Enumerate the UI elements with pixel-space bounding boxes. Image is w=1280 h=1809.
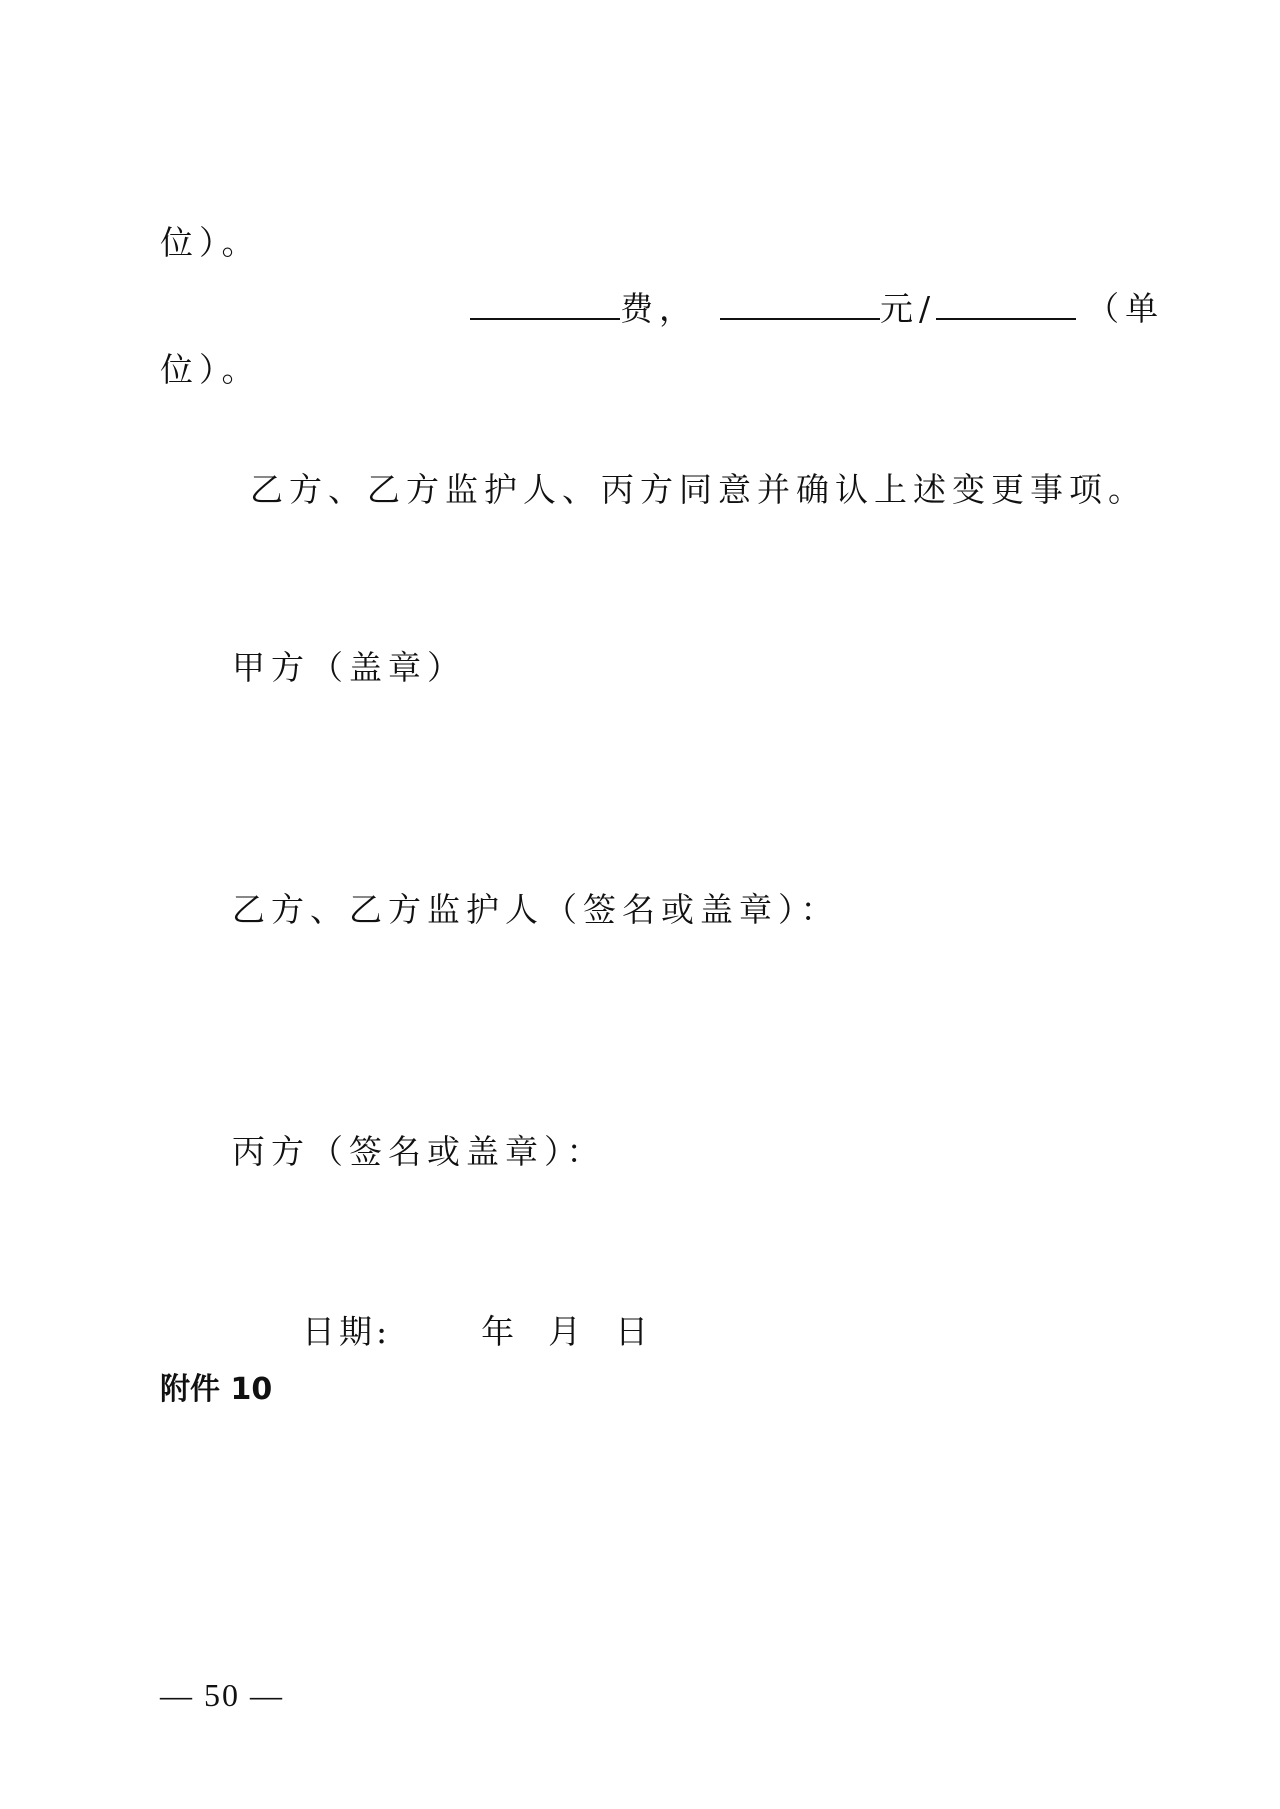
date-year: 年 bbox=[481, 1312, 521, 1351]
fee-label: 费， bbox=[620, 289, 698, 328]
party-a-seal: 甲方（盖章） bbox=[232, 648, 466, 687]
agreement-statement: 乙方、乙方监护人、丙方同意并确认上述变更事项。 bbox=[250, 470, 1147, 509]
fee-name-blank[interactable] bbox=[470, 288, 620, 320]
date-day: 日 bbox=[615, 1312, 655, 1351]
page-number: — 50 — bbox=[160, 1677, 284, 1713]
party-b-signature: 乙方、乙方监护人（签名或盖章）： bbox=[232, 890, 840, 929]
unit-label: （单 bbox=[1086, 289, 1165, 328]
party-c-signature: 丙方（签名或盖章）： bbox=[232, 1132, 606, 1171]
fee-line bbox=[470, 288, 1164, 329]
continuation-line-1: 位）。 bbox=[160, 223, 261, 262]
date-month: 月 bbox=[548, 1312, 588, 1351]
yuan-label: 元/ bbox=[880, 289, 937, 328]
date-line bbox=[302, 1312, 654, 1352]
attachment-heading: 附件 10 bbox=[160, 1372, 273, 1407]
unit-blank[interactable] bbox=[936, 288, 1076, 320]
date-label: 日期: bbox=[302, 1312, 392, 1351]
continuation-line-2: 位）。 bbox=[160, 350, 261, 389]
fee-amount-blank[interactable] bbox=[720, 288, 880, 320]
